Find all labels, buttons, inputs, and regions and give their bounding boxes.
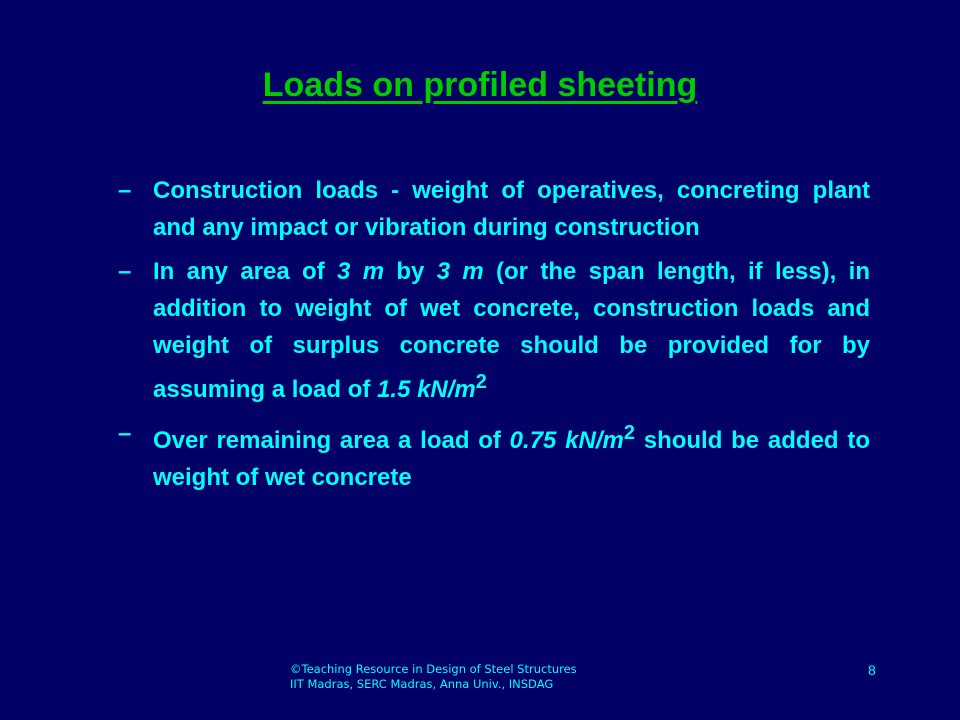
bullet-list (118, 172, 870, 503)
bullet-text-part: by (384, 258, 437, 285)
bullet-text-superscript: 2 (623, 422, 635, 444)
bullet-text-italic: 3 m (337, 258, 385, 285)
bullet-marker: – (118, 420, 132, 447)
bullet-text-part: In any area of (153, 258, 338, 285)
bullet-marker: – (118, 177, 132, 204)
bullet-text-part: Over remaining area a load of (153, 427, 510, 454)
bullet-text (153, 253, 870, 408)
bullet-text (153, 415, 870, 496)
bullet-text-italic: 1.5 kN/m (377, 376, 476, 403)
footer-line-1: ©Teaching Resource in Design of Steel Structures (290, 662, 577, 676)
bullet-text-italic: 3 m (436, 258, 484, 285)
bullet-item-area-load (118, 253, 870, 408)
bullet-text-superscript: 2 (475, 371, 487, 393)
footer-credits (290, 662, 577, 692)
bullet-text-part: (or the span length, if less), in addition to weight of wet concrete, construction loads and weight of surplus concrete should be provided for by assuming a load of (153, 258, 870, 403)
bullet-item-remaining-area (118, 415, 870, 496)
footer-line-2: IIT Madras, SERC Madras, Anna Univ., INSDAG (290, 677, 554, 691)
slide-title: Loads on profiled sheeting (262, 66, 698, 104)
bullet-text-italic: 0.75 kN/m (509, 427, 624, 454)
bullet-text-part: should be added to weight of wet concrete (153, 427, 870, 491)
bullet-text-part: Construction loads - weight of operatives, concreting plant and any impact or vibration during construction (153, 177, 870, 241)
bullet-text (153, 172, 870, 246)
page-number: 8 (868, 662, 876, 678)
bullet-item-construction-loads (118, 172, 870, 246)
bullet-marker: – (118, 258, 132, 285)
